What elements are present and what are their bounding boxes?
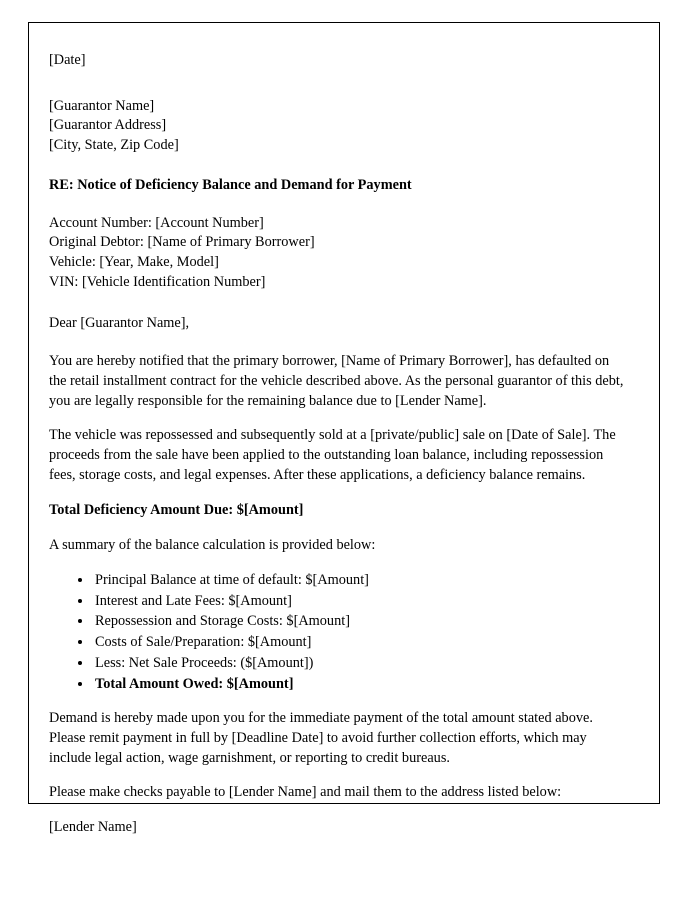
recipient-line: [City, State, Zip Code] <box>49 137 179 154</box>
summary-intro: A summary of the balance calculation is provided below: <box>49 537 376 554</box>
payee-address-block <box>49 818 625 838</box>
date-line: [Date] <box>49 52 86 68</box>
paragraph-sale-proceeds: The vehicle was repossessed and subsequently sold at a [private/public] sale on [Date of Sale]. The proceeds from the sale have been applied to the outstanding loan balance, including repossession fees, storage costs, and legal expenses. After these applications, a deficiency balance remains. <box>49 427 616 483</box>
account-details-block <box>49 214 625 293</box>
list-item: • Principal Balance at time of default: $[Amount] <box>93 571 625 591</box>
subject-line: RE: Notice of Deficiency Balance and Demand for Payment <box>49 176 412 193</box>
list-item: • Repossession and Storage Costs: $[Amount] <box>93 612 625 632</box>
list-item: • Costs of Sale/Preparation: $[Amount] <box>93 633 625 653</box>
document-body <box>29 23 659 838</box>
salutation: Dear [Guarantor Name], <box>49 315 190 332</box>
total-deficiency-heading: Total Deficiency Amount Due: $[Amount] <box>49 501 304 518</box>
vin-line: VIN: [Vehicle Identification Number] <box>49 273 266 290</box>
list-item: • Interest and Late Fees: $[Amount] <box>93 592 625 612</box>
vehicle-line: Vehicle: [Year, Make, Model] <box>49 254 219 271</box>
list-item: • Less: Net Sale Proceeds: ($[Amount]) <box>93 654 625 674</box>
paragraph-default-notice: You are hereby notified that the primary borrower, [Name of Primary Borrower], has defaulted on the retail installment contract for the vehicle described above. As the personal guarantor of this debt, you are legally responsible for the remaining balance due to [Lender Name]. <box>49 353 624 409</box>
original-debtor-line: Original Debtor: [Name of Primary Borrower] <box>49 234 315 251</box>
recipient-line: [Guarantor Address] <box>49 117 167 134</box>
payee-line: [Lender Name] <box>49 819 137 836</box>
document-page <box>28 22 660 836</box>
paragraph-demand: Demand is hereby made upon you for the immediate payment of the total amount stated above. Please remit payment in full by [Deadline Date] to avoid further collection efforts, which may include legal action, wage garnishment, or reporting to credit bureaus. <box>49 710 593 766</box>
account-number-line: Account Number: [Account Number] <box>49 214 264 231</box>
list-item-total: • Total Amount Owed: $[Amount] <box>93 675 625 695</box>
recipient-line: [Guarantor Name] <box>49 97 155 114</box>
paragraph-payment-instructions: Please make checks payable to [Lender Name] and mail them to the address listed below: <box>49 784 562 801</box>
recipient-address-block <box>49 97 625 156</box>
balance-summary-list <box>49 571 625 694</box>
